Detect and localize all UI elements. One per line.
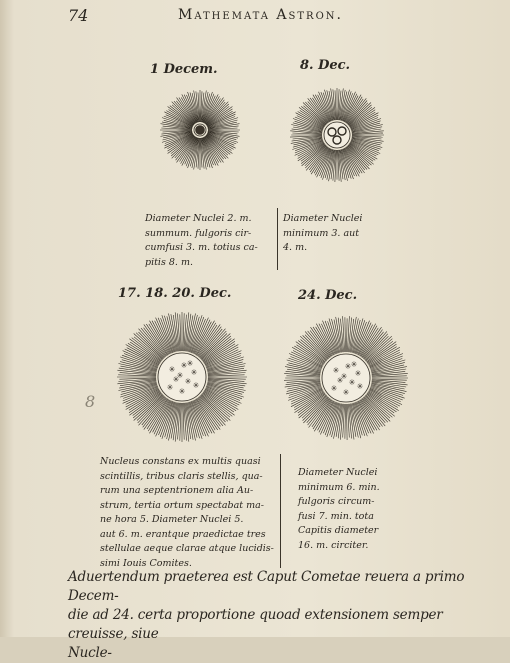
svg-text:✳: ✳ [332, 366, 340, 375]
figure-2-caption: Diameter Nuclei minimum 3. aut 4. m. [283, 213, 363, 253]
svg-text:✳: ✳ [344, 362, 352, 371]
svg-text:✳: ✳ [178, 387, 186, 396]
svg-text:✳: ✳ [176, 371, 184, 380]
running-head [0, 4, 510, 28]
svg-text:✳: ✳ [340, 372, 348, 381]
svg-text:✳: ✳ [354, 369, 362, 378]
comet-figure-4 [282, 314, 410, 442]
svg-text:✳: ✳ [330, 384, 338, 393]
svg-text:✳: ✳ [166, 383, 174, 392]
running-title: Mathemata Astron. [178, 7, 343, 23]
page-number: 74 [68, 6, 89, 25]
figure-1-caption: Diameter Nuclei 2. m. summum. fulgoris cir- cumfusi 3. m. totius ca- pitis 8. m. [145, 213, 258, 268]
svg-text:✳: ✳ [350, 360, 358, 369]
svg-text:✳: ✳ [356, 382, 364, 391]
svg-text:✳: ✳ [192, 381, 200, 390]
figure-3-caption: Nucleus constans ex multis quasi scintillis, tribus claris stellis, qua- rum una septentrionem alia Au- strum, tertia ortum spectabat ma- ne hora 5. Diameter Nuclei 5. aut 6. m. erantque praedictae tres stellulae aeque clarae atque lucidis- simi Iouis Comites. [100, 456, 274, 569]
figure-2-label: 8. Dec. [300, 58, 351, 73]
caption-divider-top [277, 208, 278, 270]
figure-3-label: 17. 18. 20. Dec. [118, 286, 232, 301]
svg-text:✳: ✳ [336, 376, 344, 385]
svg-text:✳: ✳ [348, 378, 356, 387]
svg-text:✳: ✳ [180, 361, 188, 370]
figure-4-label: 24. Dec. [298, 288, 358, 303]
svg-text:✳: ✳ [172, 375, 180, 384]
comet-figure-3 [115, 310, 249, 444]
caption-divider-bottom [280, 454, 281, 568]
svg-text:✳: ✳ [342, 388, 350, 397]
svg-text:✳: ✳ [184, 377, 192, 386]
ink-stain-mark: 8 [85, 392, 96, 411]
comet-figure-2 [288, 86, 386, 184]
body-paragraph: Aduertendum praeterea est Caput Cometae reuera a primo Decem- die ad 24. certa proportione quoad extensionem semper creuisse, siue Nucle- [68, 569, 465, 661]
svg-text:✳: ✳ [190, 368, 198, 377]
svg-text:✳: ✳ [168, 365, 176, 374]
figure-4-caption: Diameter Nuclei minimum 6. min. fulgoris circum- fusi 7. min. tota Capitis diameter 16. m. circiter. [298, 467, 380, 551]
comet-figure-1 [158, 88, 242, 172]
figure-1-label: 1 Decem. [150, 62, 218, 77]
svg-text:✳: ✳ [186, 359, 194, 368]
